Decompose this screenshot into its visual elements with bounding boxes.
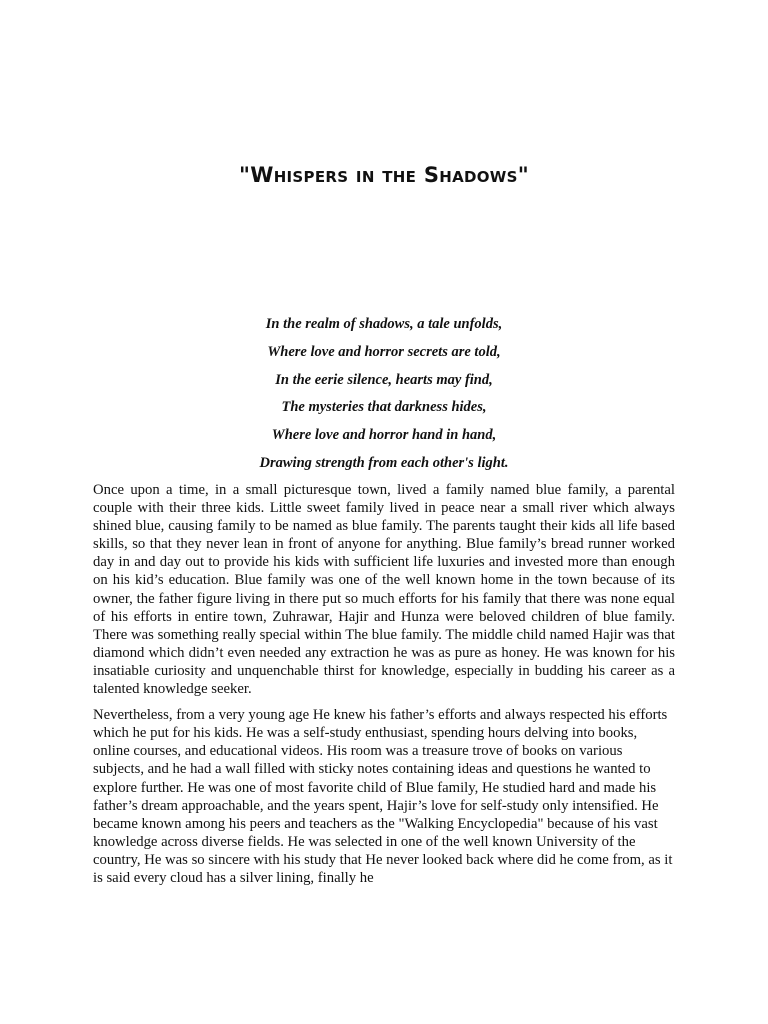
- poem-line: In the eerie silence, hearts may find,: [275, 371, 493, 388]
- paragraph: Nevertheless, from a very young age He knew his father’s efforts and always respected his efforts which he put for his kids. He was a self-study enthusiast, spending hours delving into books, online courses, and educational videos. His room was a treasure trove of books on various subjects, and he had a wall filled with sticky notes containing ideas and questions he wanted to explore further. He was one of most favorite child of Blue family, He studied hard and made his father’s dream approachable, and the years spent, Hajir’s love for self-study only intensified. He became known among his peers and teachers as the "Walking Encyclopedia" because of his vast knowledge across diverse fields. He was selected in one of the well known University of the country, He was so sincere with his study that He never looked back where did he come from, as it is said every cloud has a silver lining, finally he: [93, 707, 673, 886]
- story-title: "Whispers in the Shadows": [238, 163, 529, 187]
- poem-line: Where love and horror secrets are told,: [267, 343, 501, 360]
- poem-line: Drawing strength from each other's light.: [259, 454, 509, 471]
- story-body: [93, 481, 675, 887]
- poem-line: The mysteries that darkness hides,: [281, 399, 487, 416]
- poem-line: In the realm of shadows, a tale unfolds,: [265, 316, 503, 332]
- paragraph: Once upon a time, in a small picturesque town, lived a family named blue family, a parental couple with their three kids. Little sweet family lived in peace near a small river which always shined blue, causing family to be named as blue family. The parents taught their kids all life based skills, so that they never lean in front of anyone for anything. Blue family’s bread runner worked day in and day out to provide his kids with sufficient life luxuries and invested more than enough on his kid’s education. Blue family was one of the well known home in the town because of its owner, the father figure living in there put so much efforts for his family that there was none equal of his efforts in entire town, Zuhrawar, Hajir and Hunza were beloved children of blue family. There was something really special within The blue family. The middle child named Hajir was that diamond which didn’t even needed any extraction he was as pure as honey. He was known for his insatiable curiosity and unquenchable thirst for knowledge, especially in budding his career as a talented knowledge seeker.: [93, 482, 675, 698]
- poem-stanza: [0, 315, 768, 482]
- poem-line: Where love and horror hand in hand,: [271, 427, 497, 444]
